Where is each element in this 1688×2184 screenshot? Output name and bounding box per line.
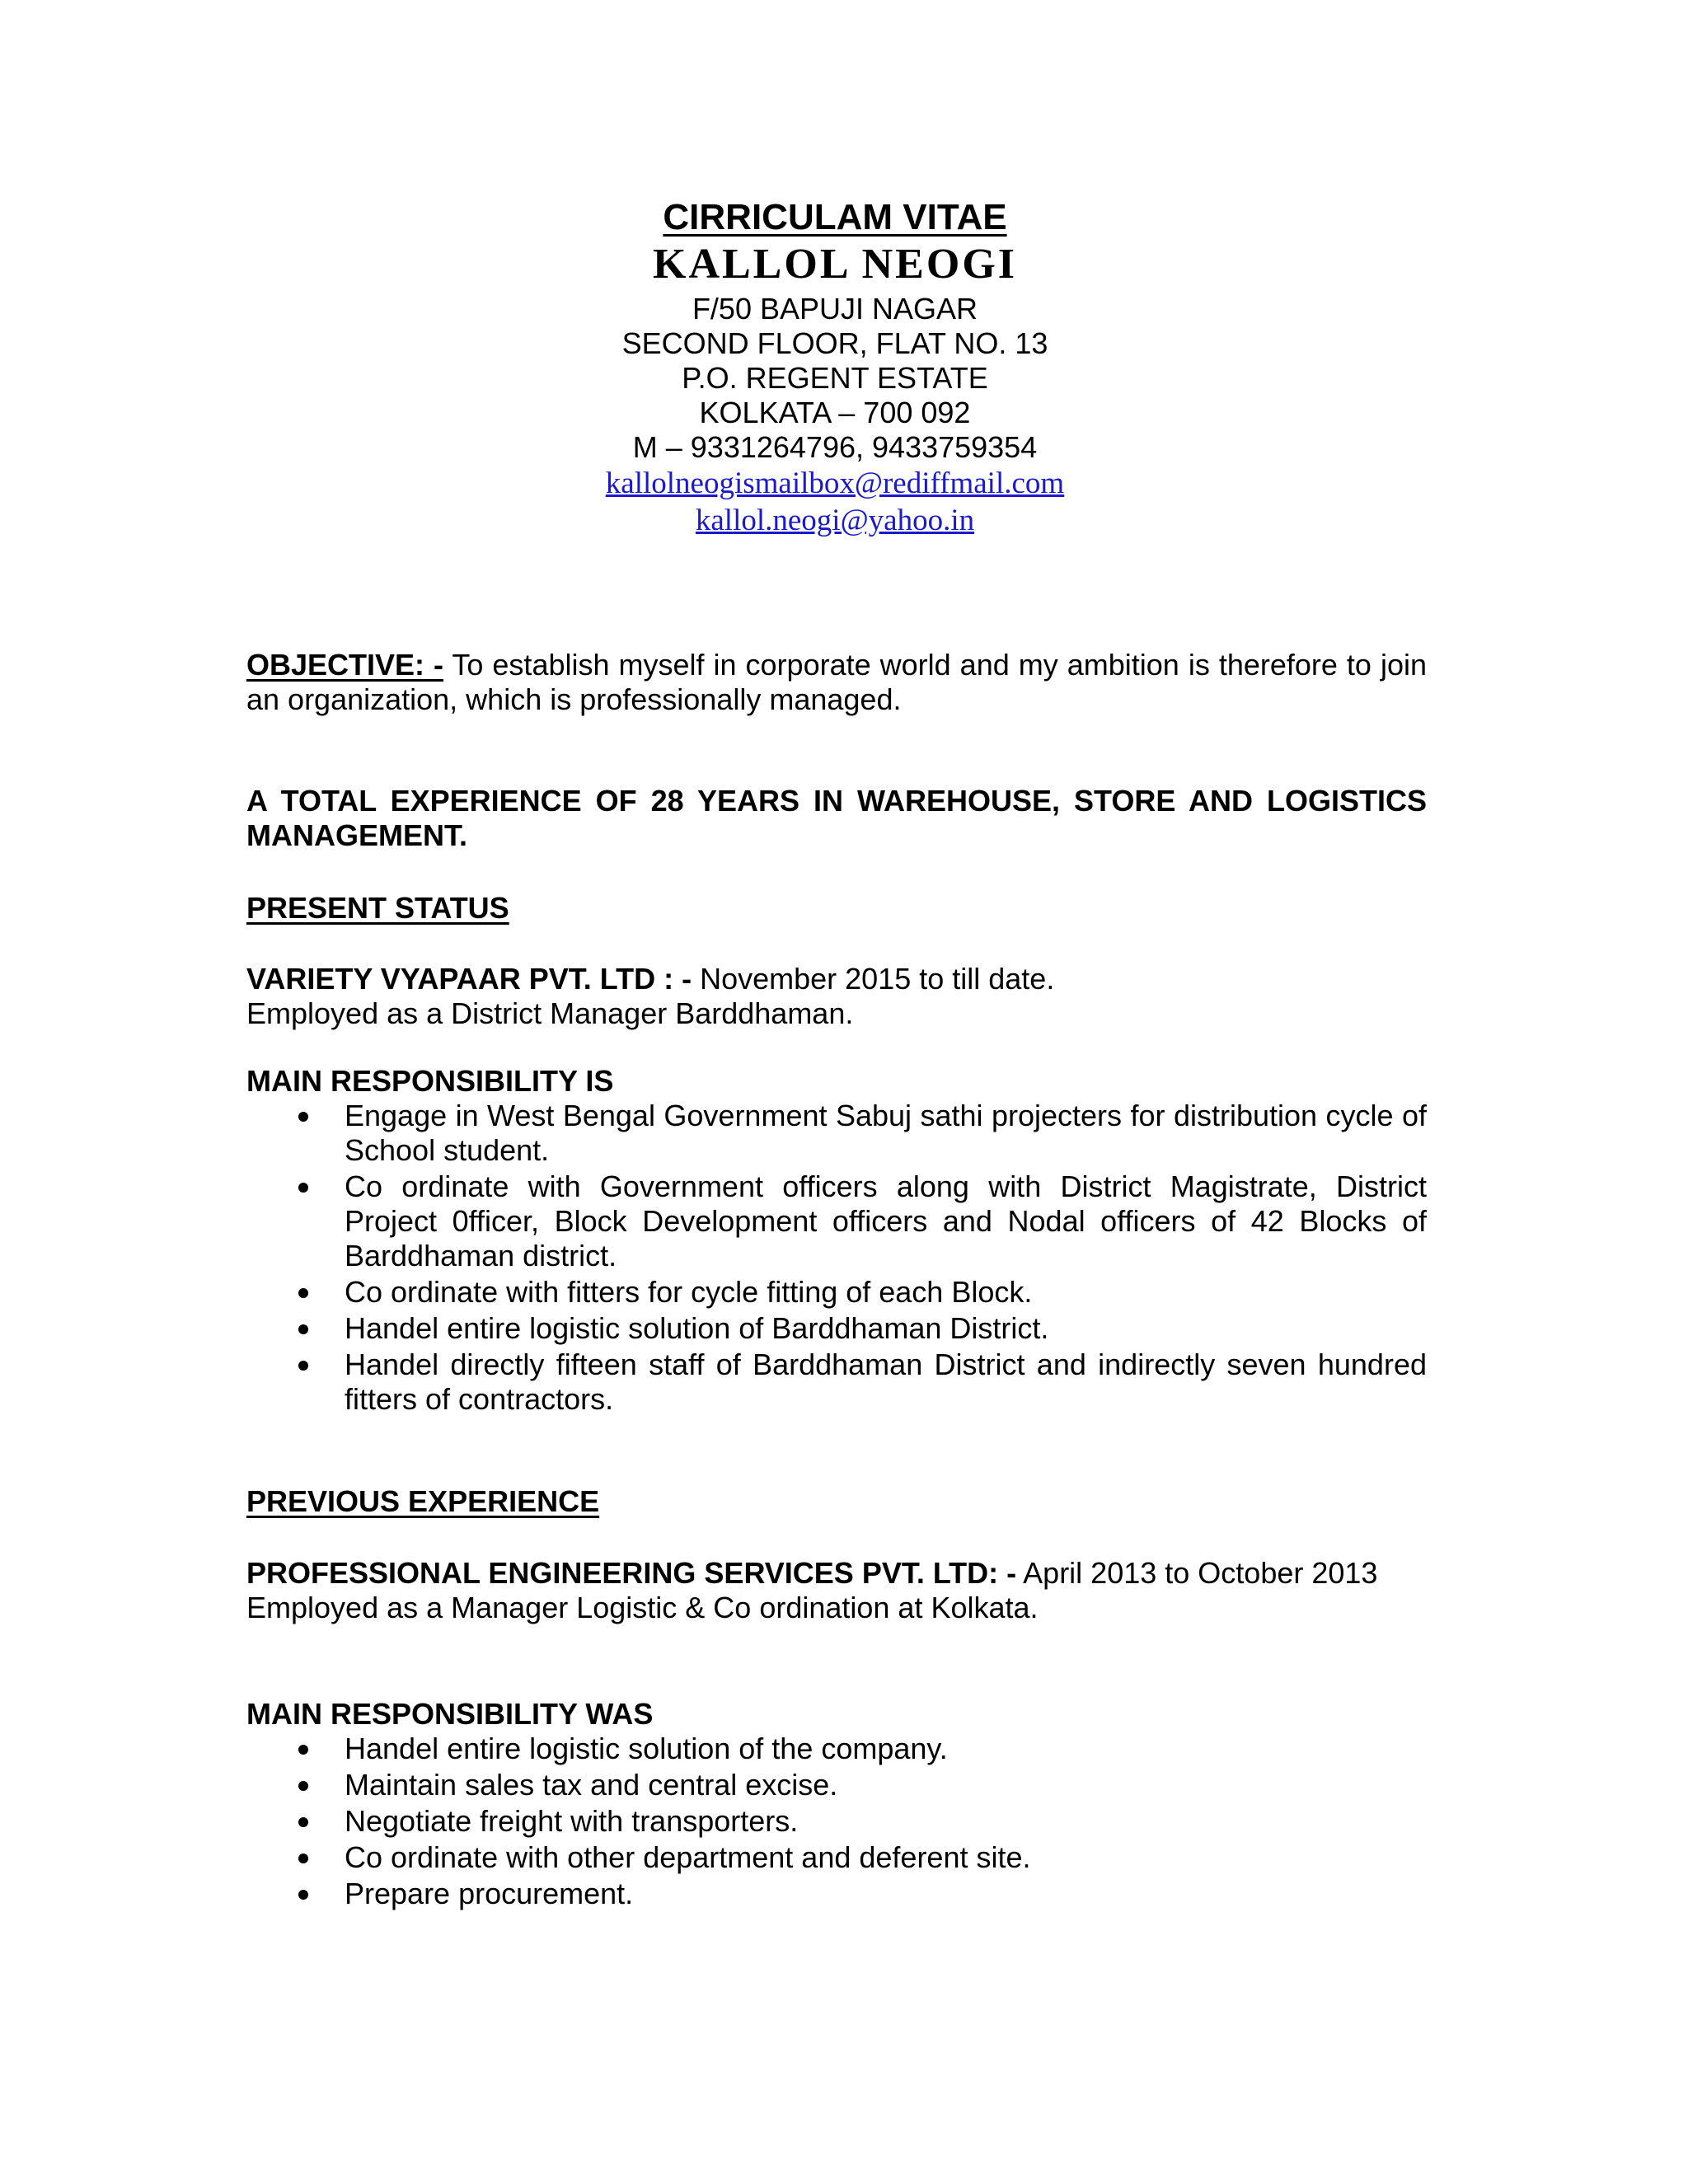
present-job [246, 962, 1427, 1031]
present-resp-list [246, 1099, 1427, 1417]
previous-job [246, 1556, 1427, 1625]
list-item: Handel entire logistic solution of the company. [246, 1732, 1427, 1766]
address-line: F/50 BAPUJI NAGAR [692, 292, 978, 326]
objective-label: OBJECTIVE: - [246, 648, 444, 682]
list-item: Maintain sales tax and central excise. [246, 1768, 1427, 1802]
list-item: Prepare procurement. [246, 1877, 1427, 1911]
resume-header [0, 196, 1670, 539]
address-line: KOLKATA – 700 092 [699, 396, 971, 429]
bullet-icon [298, 1854, 308, 1863]
present-role: Employed as a District Manager Barddhaman. [246, 996, 854, 1030]
bullet-icon [298, 1183, 308, 1193]
experience-summary [246, 784, 1427, 853]
previous-resp-heading: MAIN RESPONSIBILITY WAS [246, 1697, 654, 1731]
previous-role: Employed as a Manager Logistic & Co ordination at Kolkata. [246, 1591, 1039, 1624]
address-line: SECOND FLOOR, FLAT NO. 13 [621, 326, 1048, 360]
bullet-icon [298, 1112, 308, 1122]
previous-responsibilities [246, 1697, 1427, 1913]
list-item: Co ordinate with fitters for cycle fitting of each Block. [246, 1275, 1427, 1310]
email-link[interactable]: kallol.neogi@yahoo.in [695, 504, 975, 537]
candidate-name: KALLOL NEOGI [653, 241, 1017, 288]
objective-text: To establish myself in corporate world and my ambition is therefore to join an organization, which is professionally managed. [246, 648, 1427, 716]
bullet-icon [298, 1361, 308, 1371]
phone-line: M – 9331264796, 9433759354 [632, 430, 1038, 464]
bullet-icon [298, 1781, 308, 1791]
present-period: November 2015 to till date. [692, 962, 1055, 996]
objective-section [246, 648, 1427, 717]
bullet-icon [298, 1745, 308, 1755]
list-item: Engage in West Bengal Government Sabuj sathi projecters for distribution cycle of School student. [246, 1099, 1427, 1168]
present-status-heading: PRESENT STATUS [246, 891, 509, 925]
present-company: VARIETY VYAPAAR PVT. LTD : - [246, 962, 692, 996]
bullet-icon [298, 1817, 308, 1827]
previous-experience-heading-block [246, 1484, 1427, 1519]
present-resp-heading: MAIN RESPONSIBILITY IS [246, 1064, 614, 1098]
experience-summary-text: A TOTAL EXPERIENCE OF 28 YEARS IN WAREHOUSE, STORE AND LOGISTICS MANAGEMENT. [246, 784, 1427, 852]
email-link[interactable]: kallolneogismailbox@rediffmail.com [605, 466, 1065, 500]
list-item: Negotiate freight with transporters. [246, 1804, 1427, 1839]
document-title: CIRRICULAM VITAE [663, 197, 1007, 237]
previous-company: PROFESSIONAL ENGINEERING SERVICES PVT. LTD: - [246, 1556, 1017, 1590]
list-item: Handel entire logistic solution of Barddhaman District. [246, 1311, 1427, 1346]
list-item: Co ordinate with other department and deferent site. [246, 1840, 1427, 1875]
previous-period: April 2013 to October 2013 [1016, 1556, 1378, 1590]
list-item: Co ordinate with Government officers along with District Magistrate, District Project 0fficer, Block Development officers and Nodal officers of 42 Blocks of Barddhaman district. [246, 1169, 1427, 1273]
list-item: Handel directly fifteen staff of Barddhaman District and indirectly seven hundred fitters of contractors. [246, 1347, 1427, 1417]
present-responsibilities [246, 1064, 1427, 1418]
previous-resp-list [246, 1732, 1427, 1911]
bullet-icon [298, 1890, 308, 1900]
present-status-heading-block [246, 891, 1427, 926]
address-line: P.O. REGENT ESTATE [682, 361, 988, 395]
previous-experience-heading: PREVIOUS EXPERIENCE [246, 1484, 600, 1518]
bullet-icon [298, 1288, 308, 1298]
bullet-icon [298, 1324, 308, 1334]
